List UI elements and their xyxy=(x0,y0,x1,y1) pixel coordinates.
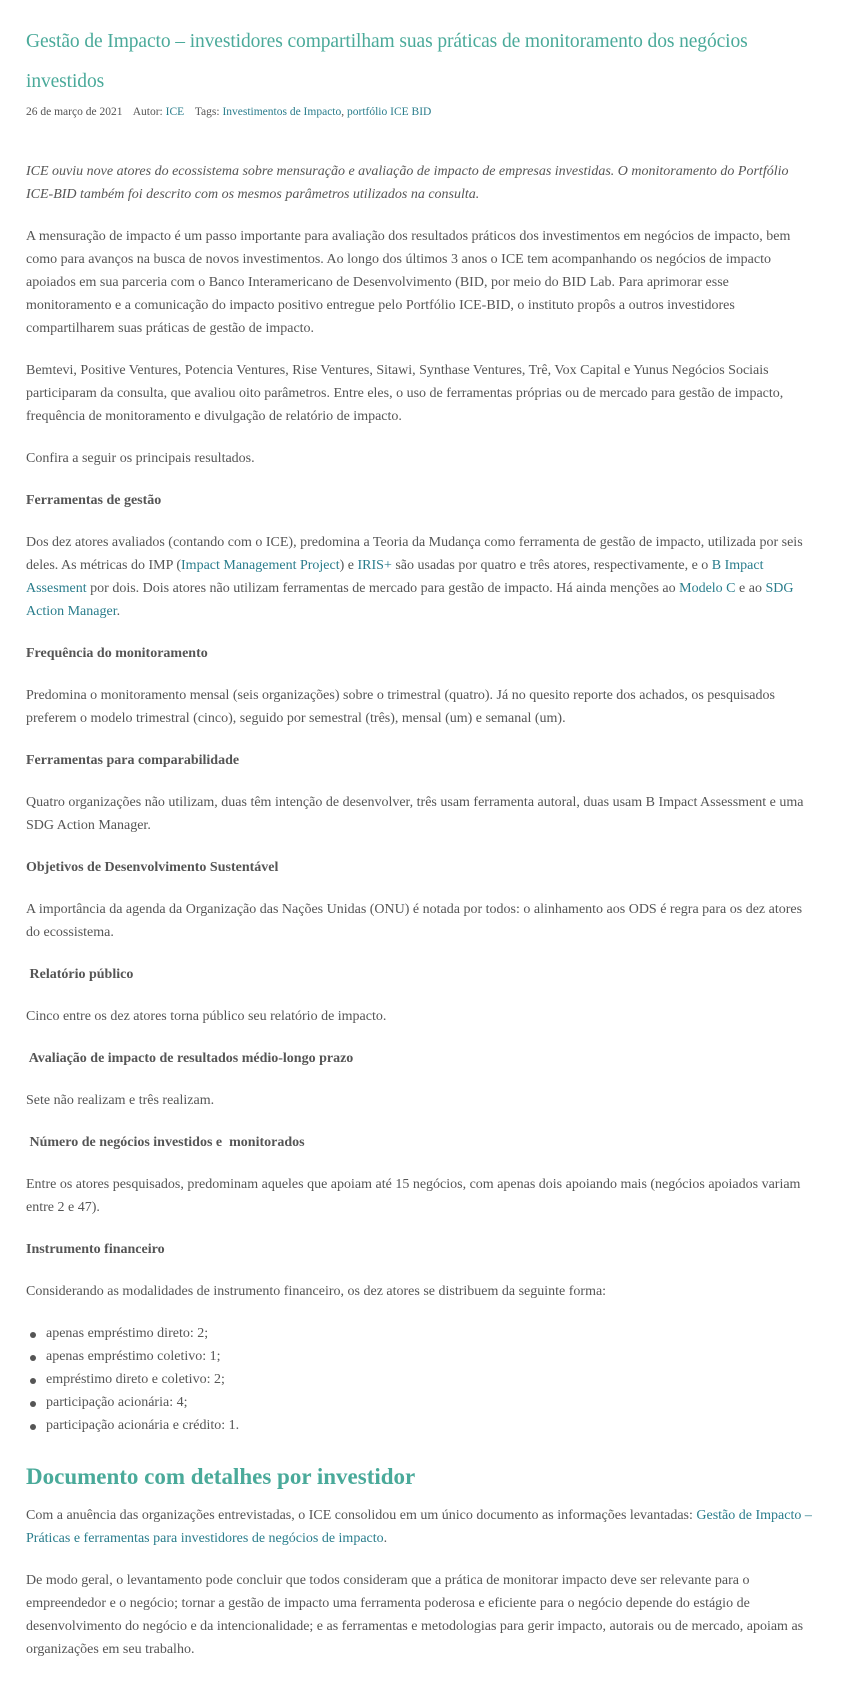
list-item: participação acionária e crédito: 1. xyxy=(26,1414,816,1437)
list-item: apenas empréstimo coletivo: 1; xyxy=(26,1345,816,1368)
post-title[interactable]: Gestão de Impacto – investidores compartilham suas práticas de monitoramento dos negócios investidos xyxy=(26,31,748,92)
b-impact-assessment-link[interactable]: B Impact Assesment xyxy=(26,558,764,596)
text: e ao xyxy=(735,581,766,596)
post-date: 26 de março de 2021 xyxy=(26,106,123,118)
post-meta xyxy=(26,104,816,120)
section-heading: Avaliação de impacto de resultados médio-longo prazo xyxy=(26,1051,354,1066)
tag-link-investimentos[interactable]: Investimentos de Impacto xyxy=(222,106,342,118)
tags-label: Tags: xyxy=(194,106,220,118)
paragraph: A importância da agenda da Organização das Nações Unidas (ONU) é notada por todos: o alinhamento aos ODS é regra para os dez atores do ecossistema. xyxy=(26,902,803,940)
section-heading: Ferramentas para comparabilidade xyxy=(26,753,240,768)
paragraph: A mensuração de impacto é um passo importante para avaliação dos resultados práticos dos investimentos em negócios de impacto, bem como para avanços na busca de novos investimentos. Ao longo dos últimos 3 anos o ICE tem acompanhando os negócios de impacto apoiados em sua parceria com o Banco Interamericano de Desenvolvimento (BID, por meio do BID Lab. Para aprimorar esse monitoramento e a comunicação do impacto positivo entregue pelo Portfólio ICE-BID, o instituto propôs a outros investidores compartilharem suas práticas de gestão de impacto. xyxy=(26,229,791,336)
paragraph: Confira a seguir os principais resultados. xyxy=(26,451,255,466)
section-heading: Frequência do monitoramento xyxy=(26,646,208,661)
paragraph: Quatro organizações não utilizam, duas têm intenção de desenvolver, três usam ferramenta autoral, duas usam B Impact Assessment e uma SDG Action Manager. xyxy=(26,795,804,833)
paragraph xyxy=(26,1504,816,1550)
section-heading: Objetivos de Desenvolvimento Sustentável xyxy=(26,860,279,875)
text: Com a anuência das organizações entrevistadas, o ICE consolidou em um único documento as informações levantadas: xyxy=(26,1508,697,1523)
document-link[interactable]: Gestão de Impacto – Práticas e ferramentas para investidores de negócios de impacto xyxy=(26,1508,812,1546)
list-item: participação acionária: 4; xyxy=(26,1391,816,1414)
text: . xyxy=(383,1531,388,1546)
section-heading: Instrumento financeiro xyxy=(26,1242,165,1257)
instrument-list xyxy=(26,1322,816,1437)
intro-paragraph: ICE ouviu nove atores do ecossistema sobre mensuração e avaliação de impacto de empresas investidas. O monitoramento do Portfólio ICE-BID também foi descrito com os mesmos parâmetros utilizados na consulta. xyxy=(26,164,789,202)
section-heading: Número de negócios investidos e monitorados xyxy=(26,1135,305,1150)
paragraph: Bemtevi, Positive Ventures, Potencia Ventures, Rise Ventures, Sitawi, Synthase Ventures, Trê, Vox Capital e Yunus Negócios Sociais participaram da consulta, que avaliou oito parâmetros. Entre eles, o uso de ferramentas próprias ou de mercado para gestão de impacto, frequência de monitoramento e divulgação de relatório de impacto. xyxy=(26,363,784,424)
tag-separator: , xyxy=(341,106,347,118)
list-item: empréstimo direto e coletivo: 2; xyxy=(26,1368,816,1391)
paragraph: Predomina o monitoramento mensal (seis organizações) sobre o trimestral (quatro). Já no quesito reporte dos achados, os pesquisados preferem o modelo trimestral (cinco), seguido por semestral (três), mensal (um) e semanal (um). xyxy=(26,688,775,726)
paragraph: Cinco entre os dez atores torna público seu relatório de impacto. xyxy=(26,1009,387,1024)
paragraph: Sete não realizam e três realizam. xyxy=(26,1093,215,1108)
document-heading: Documento com detalhes por investidor xyxy=(26,1464,416,1489)
text: Dos dez atores avaliados (contando com o ICE), predomina a Teoria da Mudança como ferramenta de gestão de impacto, utilizada por seis deles. As métricas do IMP ( xyxy=(26,535,803,573)
paragraph: Entre os atores pesquisados, predominam aqueles que apoiam até 15 negócios, com apenas dois apoiando mais (negócios apoiados variam entre 2 e 47). xyxy=(26,1177,801,1215)
author-label: Autor: xyxy=(132,106,163,118)
section-heading: Ferramentas de gestão xyxy=(26,493,162,508)
paragraph: De modo geral, o levantamento pode concluir que todos consideram que a prática de monitorar impacto deve ser relevante para o empreendedor e o negócio; tornar a gestão de impacto uma ferramenta poderosa e eficiente para o negócio depende do estágio de desenvolvimento do negócio e da intencionalidade; e as ferramentas e metodologias para gerir impacto, autorais ou de mercado, apoiam as organizações em seu trabalho. xyxy=(26,1573,804,1657)
text: . xyxy=(116,604,121,619)
author-link[interactable]: ICE xyxy=(165,106,185,118)
paragraph: Considerando as modalidades de instrumento financeiro, os dez atores se distribuem da seguinte forma: xyxy=(26,1284,607,1299)
text: ) e xyxy=(339,558,358,573)
section-heading: Relatório público xyxy=(26,967,134,982)
modelo-c-link[interactable]: Modelo C xyxy=(679,581,736,596)
sdg-action-manager-link[interactable]: SDG Action Manager xyxy=(26,581,794,619)
tag-link-portfolio[interactable]: portfólio ICE BID xyxy=(347,106,432,118)
iris-link[interactable]: IRIS+ xyxy=(357,558,392,573)
text: são usadas por quatro e três atores, respectivamente, e o xyxy=(391,558,712,573)
list-item: apenas empréstimo direto: 2; xyxy=(26,1322,816,1345)
paragraph xyxy=(26,531,816,623)
article xyxy=(26,22,816,1661)
impact-management-project-link[interactable]: Impact Management Project xyxy=(181,558,340,573)
text: por dois. Dois atores não utilizam ferramentas de mercado para gestão de impacto. Há ainda menções ao xyxy=(86,581,680,596)
